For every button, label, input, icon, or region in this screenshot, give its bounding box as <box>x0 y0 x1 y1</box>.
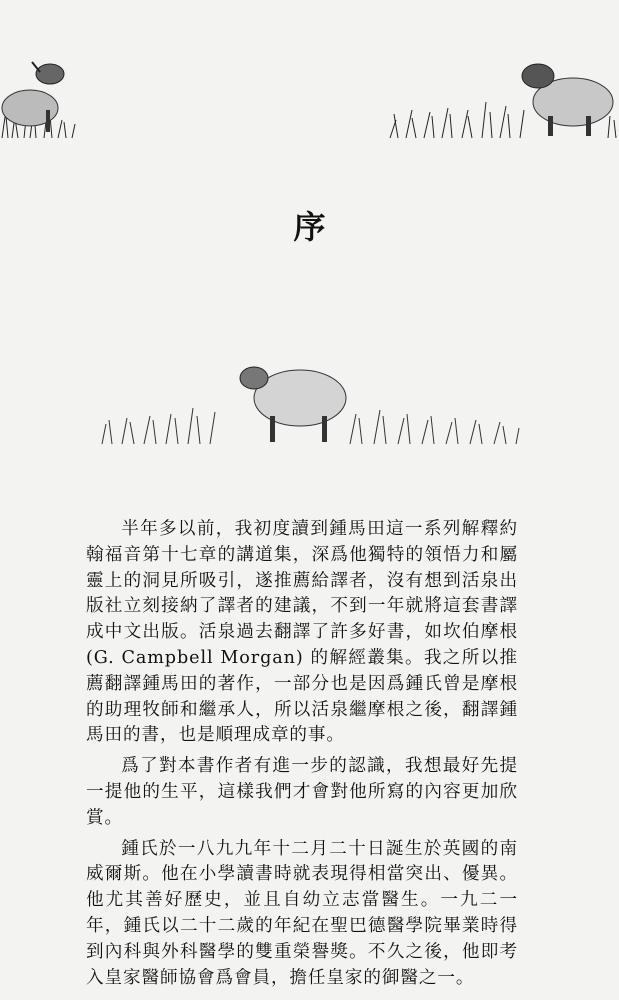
sheep-grass-illustration-right <box>388 50 619 140</box>
sheep-grass-illustration-left <box>0 50 78 140</box>
preface-body <box>86 517 518 996</box>
paragraph: 爲了對本書作者有進一步的認識，我想最好先提一提他的生平，這樣我們才會對他所寫的內容更加欣賞。 <box>86 756 518 828</box>
paragraph: 半年多以前，我初度讀到鍾馬田這一系列解釋約翰福音第十七章的講道集，深爲他獨特的領悟力和屬靈上的洞見所吸引，遂推薦給譯者，沒有想到活泉出版社立刻接納了譯者的建議，不到一年就將這套書譯成中文出版。活泉過去翻譯了許多好書，如坎伯摩根 (G. Campbell Morgan) 的解經叢集。我之所以推薦翻譯鍾馬田的著作，一部分也是因爲鍾氏曾是摩根的助理牧師和繼承人，所以活泉繼摩根之後，翻譯鍾馬田的書，也是順理成章的事。 <box>86 519 518 746</box>
paragraph: 鍾氏於一八九九年十二月二十日誕生於英國的南威爾斯。他在小學讀書時就表現得相當突出、優異。他尤其善好歷史，並且自幼立志當醫生。一九二一年，鍾氏以二十二歲的年紀在聖巴德醫學院畢業時得到內科與外科醫學的雙重榮譽獎。不久之後，他即考入皇家醫師協會爲會員，擔任皇家的御醫之一。 <box>86 838 518 988</box>
sheep-grass-illustration-center <box>100 358 520 446</box>
chapter-heading: 序 <box>293 208 326 246</box>
